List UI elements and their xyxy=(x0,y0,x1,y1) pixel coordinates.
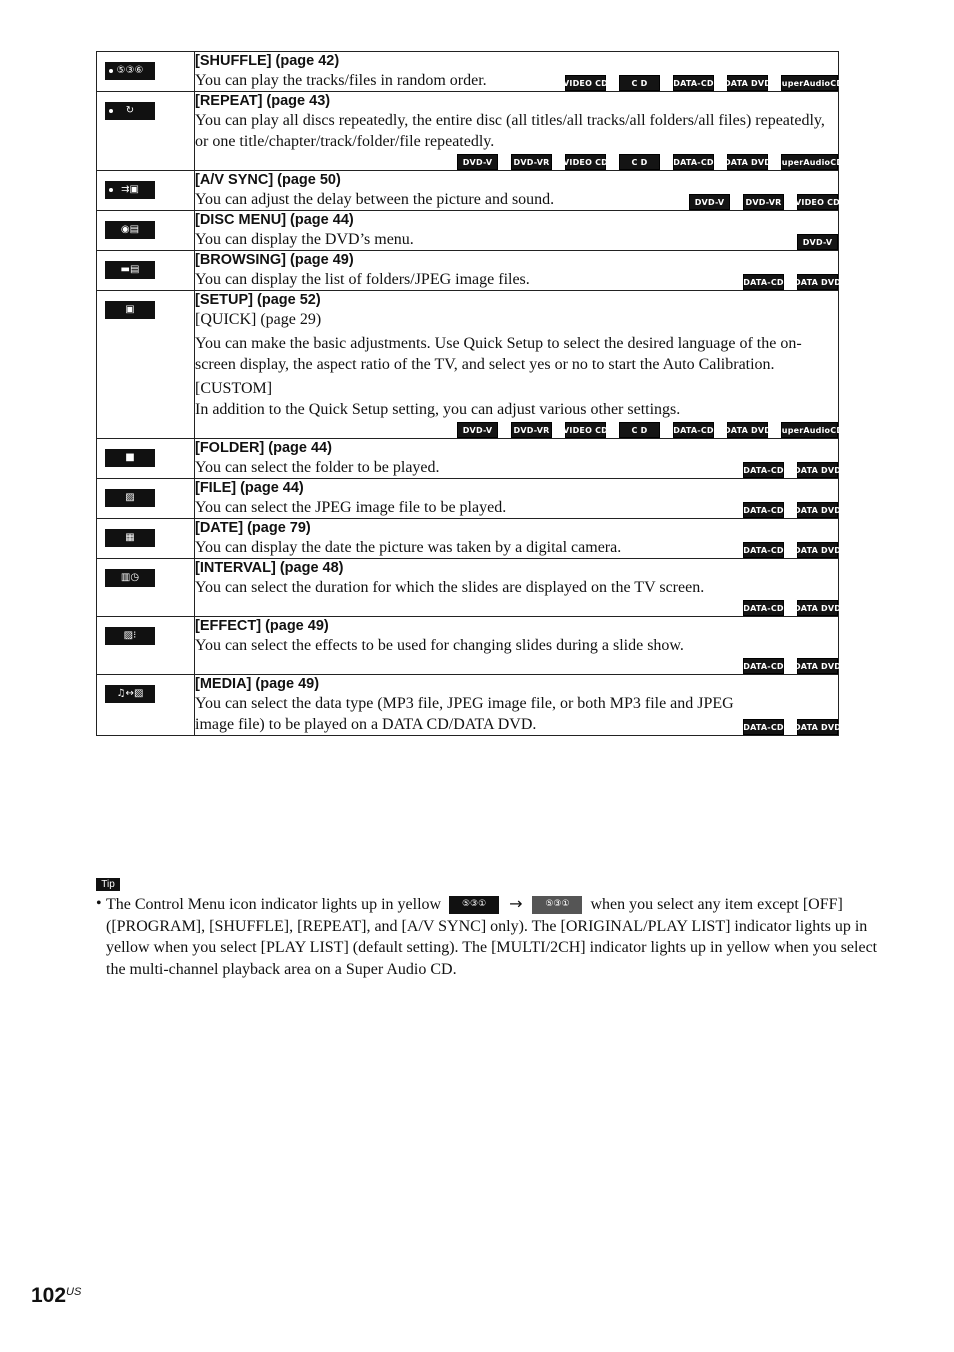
media-icon: ♫↔▨ xyxy=(105,685,155,703)
format-badge: DATA-CD xyxy=(743,719,784,735)
control-menu-table xyxy=(96,51,844,736)
item-title: [DATE] (page 79) xyxy=(195,520,311,536)
icon-cell xyxy=(97,171,195,211)
description-line xyxy=(195,269,842,290)
effect-icon: ▨⁝ xyxy=(105,627,155,645)
table-row xyxy=(97,675,839,736)
indicator-dot xyxy=(109,188,113,192)
file-icon: ▨ xyxy=(105,489,155,507)
format-badge: C D xyxy=(619,154,660,170)
format-badges xyxy=(743,719,842,735)
arrow-icon: → xyxy=(509,894,523,913)
format-badges xyxy=(743,502,842,518)
item-description: You can select the JPEG image file to be played. xyxy=(195,499,507,516)
table-row xyxy=(97,519,839,559)
description-cell xyxy=(195,675,842,736)
av-sync-icon: ⇉▣ xyxy=(105,181,155,199)
format-badges xyxy=(689,194,838,210)
format-badges xyxy=(195,422,844,438)
repeat-icon: ↻ xyxy=(105,102,155,120)
format-badge: DATA DVD xyxy=(727,154,768,170)
item-title: [REPEAT] (page 43) xyxy=(195,93,331,109)
table-row xyxy=(97,479,839,519)
format-badge: DATA-CD xyxy=(743,658,784,674)
item-title: [SHUFFLE] (page 42) xyxy=(195,53,340,69)
format-badge: DATA-CD xyxy=(743,274,784,290)
tip-part2: when you select any item except [OFF] ([PROGRAM], [SHUFFLE], [REPEAT], and [A/V SYNC] only). The [ORIGINAL/PLAY LIST] indicator lights up in yellow when you select [PLAY LIST] (default setting). The [MULTI/2CH] indicator lights up in yellow when you select the multi-channel playback area on a Super Audio CD. xyxy=(106,896,878,979)
format-badge: DATA DVD xyxy=(797,719,838,735)
icon-cell xyxy=(97,559,195,617)
item-title: [INTERVAL] (page 48) xyxy=(195,560,344,576)
icon-cell xyxy=(97,52,195,92)
format-badge: VIDEO CD xyxy=(565,75,606,91)
tip-label: Tip xyxy=(96,878,120,891)
format-badge: DVD-V xyxy=(797,234,838,250)
format-badge: DATA-CD xyxy=(673,75,714,91)
table-row xyxy=(97,559,839,617)
indicator-dot xyxy=(109,69,113,73)
format-badge: DATA DVD xyxy=(727,75,768,91)
table-row xyxy=(97,291,839,439)
description-cell xyxy=(195,617,842,675)
description-cell xyxy=(195,439,842,479)
item-description: You can adjust the delay between the picture and sound. xyxy=(195,191,555,208)
icon-cell xyxy=(97,479,195,519)
setup-icon: ▣ xyxy=(105,301,155,319)
description-cell xyxy=(195,92,844,171)
icon-cell xyxy=(97,439,195,479)
format-badge: C D xyxy=(619,75,660,91)
format-badge: SuperAudioCD xyxy=(781,154,838,170)
icon-cell xyxy=(97,617,195,675)
control-menu-icon-off: ⑤③① xyxy=(449,896,499,914)
item-title: [FILE] (page 44) xyxy=(195,480,304,496)
item-description: You can select the duration for which the slides are displayed on the TV screen. xyxy=(195,579,705,596)
table-row xyxy=(97,439,839,479)
description-cell xyxy=(195,519,842,559)
item-description: You can play the tracks/files in random order. xyxy=(195,72,487,89)
item-title: [SETUP] (page 52) xyxy=(195,292,321,308)
item-subtitle: [QUICK] (page 29) xyxy=(195,311,322,328)
format-badge: DATA-CD xyxy=(743,600,784,616)
item-description: In addition to the Quick Setup setting, you can adjust various other settings. xyxy=(195,401,681,418)
format-badge: DATA DVD xyxy=(797,542,838,558)
format-badge: DATA-CD xyxy=(743,542,784,558)
format-badge: VIDEO CD xyxy=(565,422,606,438)
format-badges xyxy=(195,154,844,170)
format-badge: C D xyxy=(619,422,660,438)
disc-menu-icon: ◉▤ xyxy=(105,221,155,239)
icon-cell xyxy=(97,519,195,559)
date-icon: ▦ xyxy=(105,529,155,547)
format-badges xyxy=(195,600,842,616)
format-badge: VIDEO CD xyxy=(797,194,838,210)
description-cell xyxy=(195,251,842,291)
icon-cell xyxy=(97,291,195,439)
format-badge: DATA DVD xyxy=(797,658,838,674)
description-line xyxy=(195,693,842,735)
item-description: You can display the list of folders/JPEG image files. xyxy=(195,271,530,288)
table-row xyxy=(97,617,839,675)
format-badge: DATA-CD xyxy=(743,502,784,518)
icon-cell xyxy=(97,211,195,251)
tip-bullet: • xyxy=(96,895,102,912)
item-description: You can select the data type (MP3 file, JPEG image file, or both MP3 file and JPEG image file) to be played on a DATA CD/DATA DVD. xyxy=(195,695,734,733)
table-row xyxy=(97,211,839,251)
page-number: 102 xyxy=(31,1284,67,1307)
description-cell xyxy=(195,479,842,519)
format-badge: DATA DVD xyxy=(797,502,838,518)
format-badge: DATA DVD xyxy=(797,274,838,290)
format-badges xyxy=(743,542,842,558)
description-cell xyxy=(195,559,842,617)
format-badge: DATA DVD xyxy=(797,462,838,478)
table-row xyxy=(97,52,839,92)
item-description: You can select the effects to be used for changing slides during a slide show. xyxy=(195,637,684,654)
description-cell xyxy=(195,291,844,439)
description-line xyxy=(195,189,838,210)
control-menu-icon-lit: ⑤③① xyxy=(532,896,582,914)
format-badges xyxy=(797,234,838,250)
item-title: [DISC MENU] (page 44) xyxy=(195,212,354,228)
format-badge: DVD-VR xyxy=(743,194,784,210)
table-row xyxy=(97,251,839,291)
format-badges xyxy=(195,658,842,674)
item-description: You can display the date the picture was taken by a digital camera. xyxy=(195,539,622,556)
table-row xyxy=(97,171,839,211)
folder-icon: ■ xyxy=(105,449,155,467)
format-badge: DATA-CD xyxy=(743,462,784,478)
shuffle-icon: ⑤③⑥ xyxy=(105,62,155,80)
item-title: [MEDIA] (page 49) xyxy=(195,676,320,692)
tip-text xyxy=(96,893,882,981)
item-description: You can make the basic adjustments. Use Quick Setup to select the desired language of the on-screen display, the aspect ratio of the TV, and select yes or no to start the Auto Calibration. xyxy=(195,335,802,373)
description-line xyxy=(195,497,842,518)
format-badges xyxy=(563,75,844,91)
format-badge: DVD-VR xyxy=(511,154,552,170)
icon-cell xyxy=(97,675,195,736)
tip-part1: The Control Menu icon indicator lights up in yellow xyxy=(106,896,442,913)
format-badge: DVD-V xyxy=(457,422,498,438)
item-title: [FOLDER] (page 44) xyxy=(195,440,332,456)
description-cell xyxy=(195,171,839,211)
item-description: You can select the folder to be played. xyxy=(195,459,440,476)
interval-icon: ▥◷ xyxy=(105,569,155,587)
item-title: [BROWSING] (page 49) xyxy=(195,252,354,268)
item-description: You can play all discs repeatedly, the entire disc (all titles/all tracks/all folders/all files) repeatedly, or one title/chapter/track/folder/file repeatedly. xyxy=(195,112,825,150)
format-badge: SuperAudioCD xyxy=(781,75,838,91)
format-badges xyxy=(743,462,842,478)
format-badge: VIDEO CD xyxy=(565,154,606,170)
format-badge: DATA DVD xyxy=(727,422,768,438)
item-title: [EFFECT] (page 49) xyxy=(195,618,329,634)
item-title: [A/V SYNC] (page 50) xyxy=(195,172,341,188)
page-suffix: US xyxy=(66,1286,82,1298)
icon-cell xyxy=(97,251,195,291)
description-cell xyxy=(195,211,839,251)
description-line xyxy=(195,537,842,558)
format-badges xyxy=(743,274,842,290)
item-subtitle: [CUSTOM] xyxy=(195,380,273,397)
format-badge: DATA-CD xyxy=(673,154,714,170)
format-badge: DVD-VR xyxy=(511,422,552,438)
description-line xyxy=(195,457,842,478)
table-row xyxy=(97,92,839,171)
browsing-icon: ▬▤ xyxy=(105,261,155,279)
indicator-dot xyxy=(109,109,113,113)
format-badge: DATA DVD xyxy=(797,600,838,616)
description-line xyxy=(195,70,844,91)
format-badge: SuperAudioCD xyxy=(781,422,838,438)
description-cell xyxy=(195,52,844,92)
format-badge: DVD-V xyxy=(457,154,498,170)
format-badge: DATA-CD xyxy=(673,422,714,438)
description-line xyxy=(195,229,838,250)
icon-cell xyxy=(97,92,195,171)
format-badge: DVD-V xyxy=(689,194,730,210)
item-description: You can display the DVD’s menu. xyxy=(195,231,414,248)
